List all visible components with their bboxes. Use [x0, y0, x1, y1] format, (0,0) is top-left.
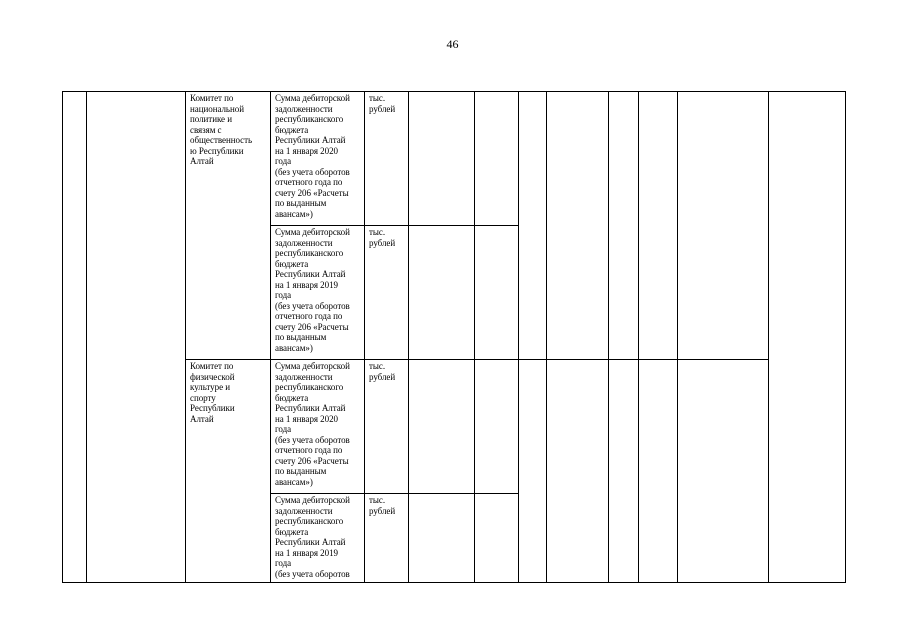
row-separator — [270, 225, 519, 226]
column-border — [638, 91, 639, 583]
department-cell: Комитет по национальной политике и связям с общественность ю Республики Алтай — [190, 93, 253, 166]
column-border — [270, 91, 271, 583]
indicator-cell: Сумма дебиторской задолженности республиканского бюджета Республики Алтай на 1 января 2020 года (без учета оборотов отчетного года по счету 206 «Расчеты по выданным авансам») — [275, 361, 350, 487]
unit-cell: тыс. рублей — [369, 361, 396, 382]
row-separator — [270, 493, 519, 494]
unit-cell: тыс. рублей — [369, 93, 396, 114]
department-cell: Комитет по физической культуре и спорту Республики Алтай — [190, 361, 235, 424]
column-border — [608, 91, 609, 583]
column-border — [364, 91, 365, 583]
table-bottom-border — [62, 582, 845, 583]
indicator-cell: Сумма дебиторской задолженности республиканского бюджета Республики Алтай на 1 января 2020 года (без учета оборотов отчетного года по счету 206 «Расчеты по выданным авансам») — [275, 93, 350, 219]
column-border — [518, 91, 519, 583]
table-top-border — [62, 91, 845, 92]
column-border — [845, 91, 846, 583]
column-border — [768, 91, 769, 583]
indicator-cell: Сумма дебиторской задолженности республиканского бюджета Республики Алтай на 1 января 2019 года (без учета оборотов отчетного года по счету 206 «Расчеты по выданным авансам») — [275, 227, 350, 353]
page-number: 46 — [446, 37, 459, 51]
indicator-cell: Сумма дебиторской задолженности республиканского бюджета Республики Алтай на 1 января 2019 года (без учета оборотов — [275, 495, 350, 579]
row-separator — [185, 359, 769, 360]
unit-cell: тыс. рублей — [369, 227, 396, 248]
column-border — [408, 91, 409, 583]
column-border — [86, 91, 87, 583]
column-border — [474, 91, 475, 583]
column-border — [62, 91, 63, 583]
column-border — [546, 91, 547, 583]
unit-cell: тыс. рублей — [369, 495, 396, 516]
column-border — [185, 91, 186, 583]
column-border — [677, 91, 678, 583]
